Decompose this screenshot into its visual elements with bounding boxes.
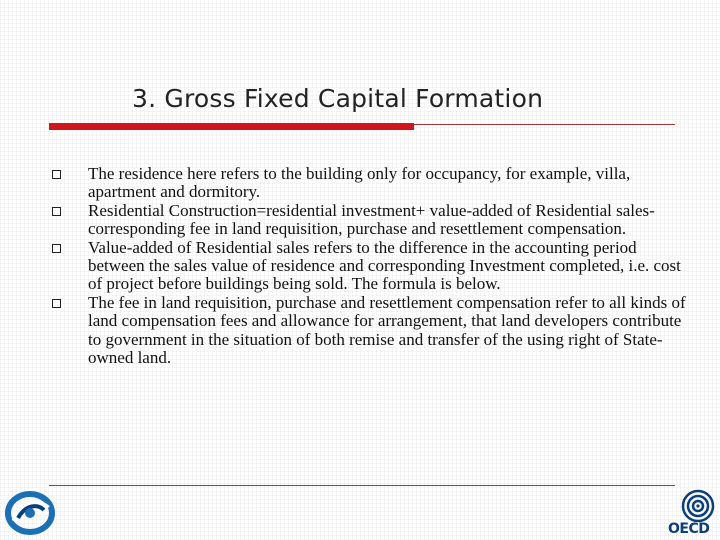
- footer-divider: [49, 485, 675, 486]
- bullet-list: [49, 165, 689, 367]
- square-bullet-icon: [52, 244, 61, 253]
- bullet-text: The residence here refers to the building only for occupancy, for example, villa, apartment and dormitory.: [88, 164, 631, 202]
- slide-title: 3. Gross Fixed Capital Formation: [132, 84, 544, 113]
- bullet-item: [49, 239, 689, 294]
- oecd-logo-text: OECD: [668, 521, 710, 537]
- square-bullet-icon: [52, 170, 61, 179]
- bullet-text: The fee in land requisition, purchase and resettlement compensation refer to all kinds of land compensation fees and allowance for arrangement, that land developers contribute to government in the situation of both remise and transfer of the using right of State-owned land.: [88, 292, 686, 368]
- bullet-item: [49, 294, 689, 368]
- square-bullet-icon: [52, 299, 61, 308]
- bullet-item: [49, 165, 689, 202]
- title-divider-accent: [49, 123, 414, 130]
- bullet-text: Residential Construction=residential investment+ value-added of Residential sales- corresponding fee in land requisition, purchase and resettlement compensation.: [88, 200, 655, 239]
- swirl-logo-icon: [2, 488, 58, 538]
- bullet-text: Value-added of Residential sales refers to the difference in the accounting period between the sales value of residence and corresponding Investment completed, i.e. cost of project before buildings being sold. The formula is below.: [88, 237, 681, 294]
- square-bullet-icon: [52, 207, 61, 216]
- bullet-item: [49, 202, 689, 239]
